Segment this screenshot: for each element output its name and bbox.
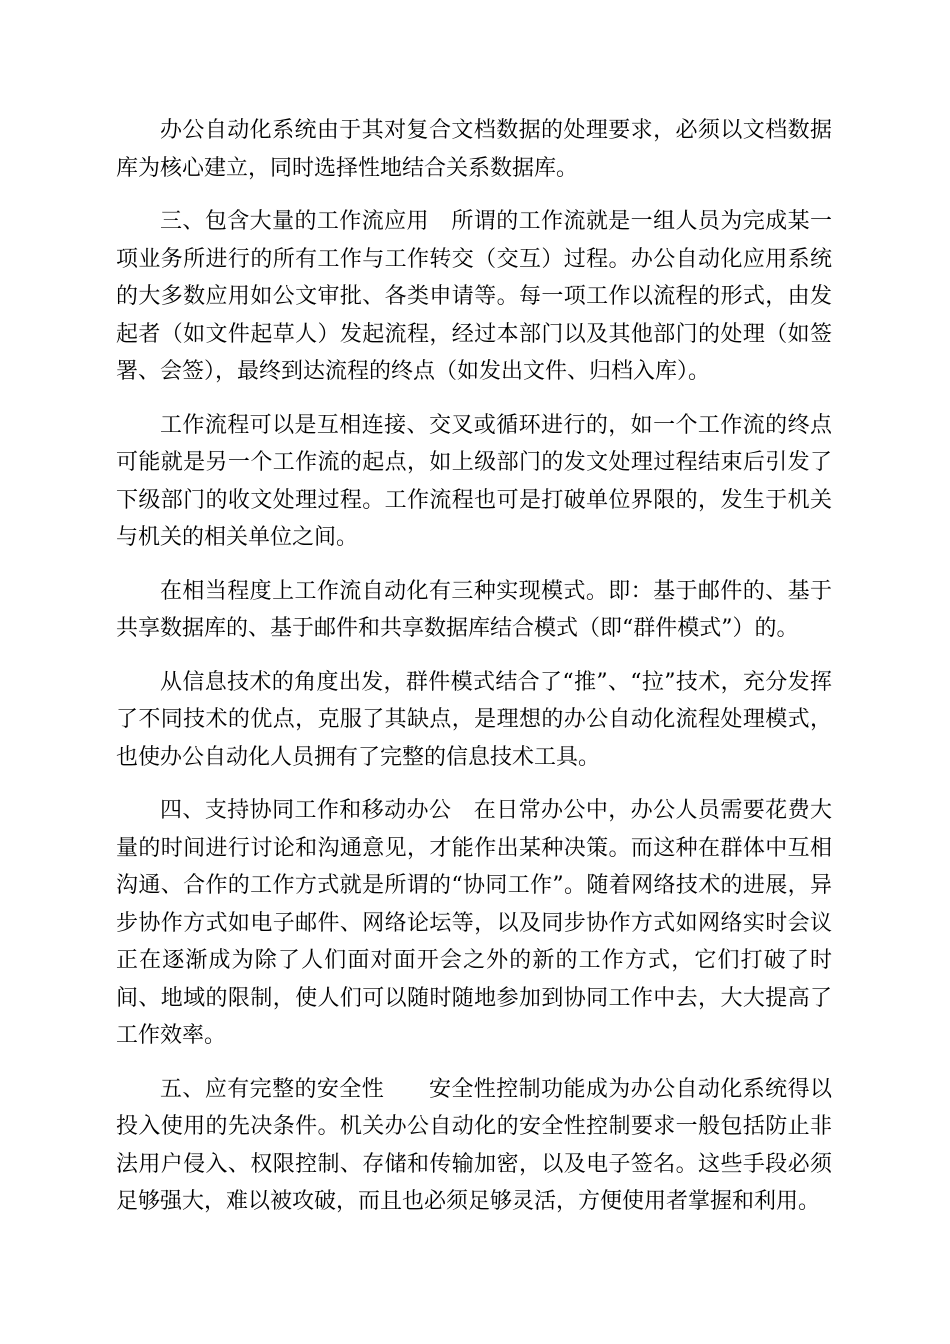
paragraph-1: 办公自动化系统由于其对复合文档数据的处理要求，必须以文档数据库为核心建立，同时选择性地结合关系数据库。 bbox=[116, 118, 832, 181]
paragraph-6: 四、支持协同工作和移动办公 在日常办公中，办公人员需要花费大量的时间进行讨论和沟通意见，才能作出某种决策。而这种在群体中互相沟通、合作的工作方式就是所谓的“协同工作”。随着网络技术的进展，异步协作方式如电子邮件、网络论坛等，以及同步协作方式如网络实时会议正在逐渐成为除了人们面对面开会之外的新的工作方式，它们打破了时间、地域的限制，使人们可以随时随地参加到协同工作中去，大大提高了工作效率。 bbox=[116, 798, 832, 1048]
paragraph-3: 工作流程可以是互相连接、交叉或循环进行的，如一个工作流的终点可能就是另一个工作流的起点，如上级部门的发文处理过程结束后引发了下级部门的收文处理过程。工作流程也可是打破单位界限的，发生于机关与机关的相关单位之间。 bbox=[116, 412, 832, 550]
paragraph-7: 五、应有完整的安全性 安全性控制功能成为办公自动化系统得以投入使用的先决条件。机关办公自动化的安全性控制要求一般包括防止非法用户侵入、权限控制、存储和传输加密，以及电子签名。这些手段必须足够强大，难以被攻破，而且也必须足够灵活，方便使用者掌握和利用。 bbox=[116, 1076, 832, 1214]
paragraph-5: 从信息技术的角度出发，群件模式结合了“推”、“拉”技术，充分发挥了不同技术的优点，克服了其缺点，是理想的办公自动化流程处理模式，也使办公自动化人员拥有了完整的信息技术工具。 bbox=[116, 669, 832, 770]
paragraph-2: 三、包含大量的工作流应用 所谓的工作流就是一组人员为完成某一项业务所进行的所有工作与工作转交（交互）过程。办公自动化应用系统的大多数应用如公文审批、各类申请等。每一项工作以流程的形式，由发起者（如文件起草人）发起流程，经过本部门以及其他部门的处理（如签署、会签），最终到达流程的终点（如发出文件、归档入库）。 bbox=[116, 209, 832, 384]
paragraph-4: 在相当程度上工作流自动化有三种实现模式。即：基于邮件的、基于共享数据库的、基于邮件和共享数据库结合模式（即“群件模式”）的。 bbox=[116, 578, 832, 641]
document-body bbox=[116, 112, 832, 1237]
